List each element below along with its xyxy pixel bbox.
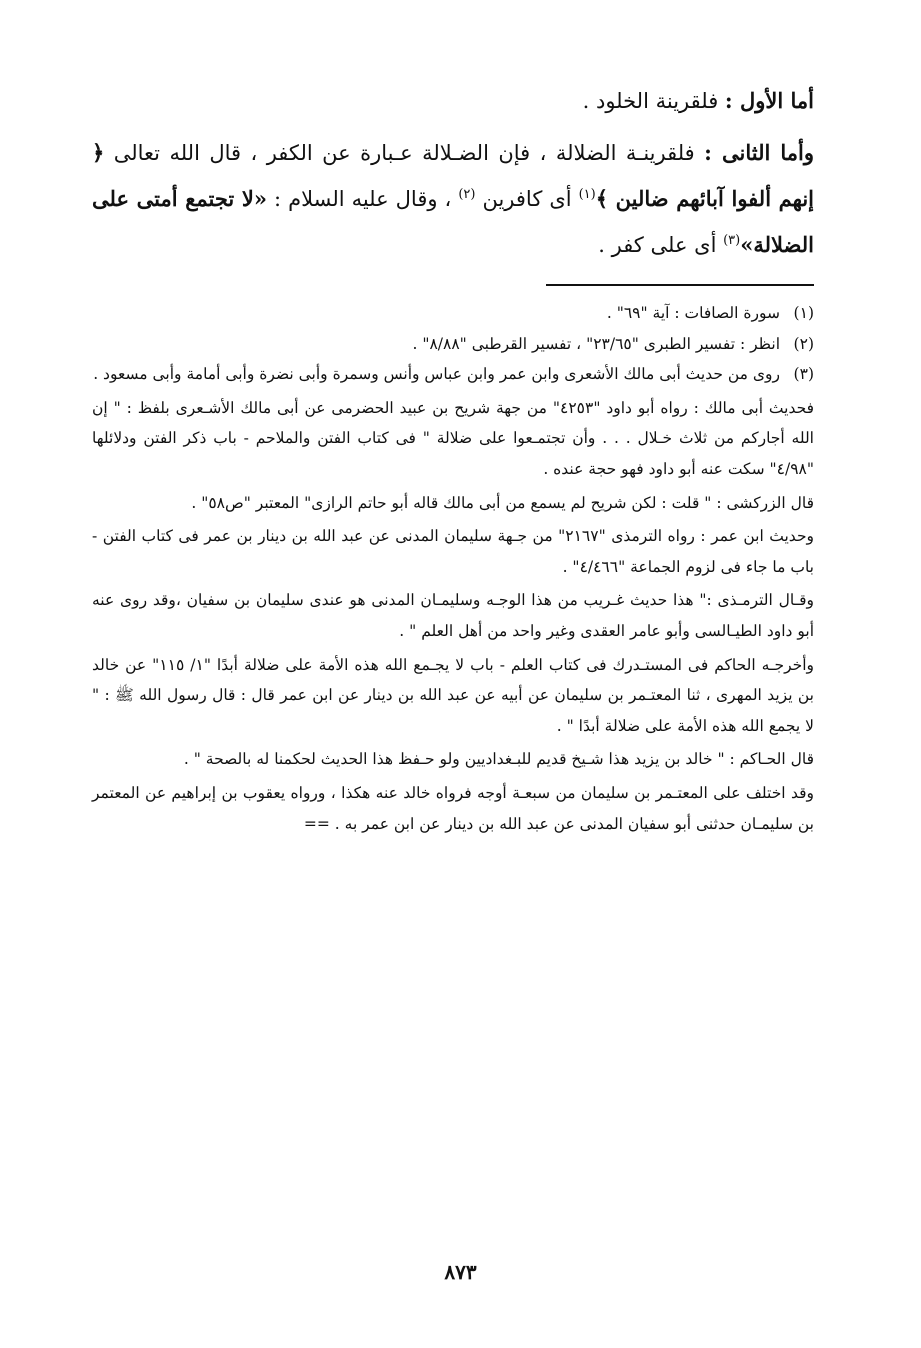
footnote-number: (١)	[793, 304, 814, 322]
paragraph-lead: أما الأول :	[724, 88, 814, 113]
footnote-ref: (٣)	[723, 233, 741, 248]
footnote	[92, 329, 814, 360]
footnote-separator	[546, 284, 814, 286]
footnote-paragraph: فحديث أبى مالك : رواه أبو داود "٤٢٥٣" من جهة شريح بن عبيد الحضرمى عن أبى مالك الأشـعرى بلفظ : " إن الله أجاركم من ثلاث خـلال . . . وأن تجتمـعوا على ضلالة " فى كتاب الفتن والملاحم - باب ذكر الفتن ودلائلها "٤/٩٨" سكت عنه أبو داود فهو حجة عنده .	[92, 398, 814, 478]
footnote-ref: (١)	[578, 187, 596, 202]
page-number: ٨٧٣	[444, 1260, 477, 1284]
paragraph-first	[92, 78, 814, 124]
paragraph-text: ، وقال عليه السلام :	[267, 187, 459, 211]
footnote-paragraph: قال الحـاكم : " خالد بن يزيد هذا شـيخ قديم للبـغداديين ولو حـفظ هذا الحديث لحكمنا له بالصحة " .	[183, 750, 814, 769]
footnote-text: سورة الصافات : آية "٦٩" .	[606, 304, 780, 322]
footnote-number: (٢)	[793, 334, 814, 353]
footnote-paragraph: وقـال الترمـذى :" هذا حديث غـريب من هذا الوجـه وسليمـان المدنى هو عندى سليمان بن سفيان ،وقد روى عنه أبو داود الطيـالسى وأبو عامر العقدى وغير واحد من أهل العلم " .	[92, 591, 814, 640]
hadith-quote: «لا تجتمع أمتى على الضلالة»	[92, 186, 814, 257]
paragraph-lead: وأما الثانى :	[704, 140, 814, 165]
paragraph-text: فلقرينـة الضلالة ، فإن الضـلالة عـبارة عن الكفر ، قال الله تعالى	[104, 141, 705, 165]
footnote-number: (٣)	[793, 365, 814, 384]
quran-verse: ﴿ إنهم ألفوا آبائهم ضالين ﴾	[92, 140, 815, 211]
paragraph-text: أى كافرين	[475, 187, 579, 211]
footnotes	[92, 298, 814, 839]
page-body	[92, 78, 814, 839]
main-text	[92, 78, 814, 268]
paragraph-text: أى على كفر .	[598, 233, 724, 257]
footnote-paragraph: وقد اختلف على المعتـمر بن سليمان من سبعـة أوجه فرواه خالد عنه هكذا ، ورواه يعقوب بن إبراهيم عن المعتمر بن سليمـان حدثنى أبو سفيان المدنى عن عبد الله بن دينار عن ابن عمر به . ==	[92, 783, 814, 833]
footnote-paragraph: قال الزركشى : " قلت : لكن شريح لم يسمع من أبى مالك قاله أبو حاتم الرازى" المعتبر "ص٥٨" .	[191, 493, 814, 512]
footnote-paragraph: وحديث ابن عمر : رواه الترمذى "٢١٦٧" من جـهة سليمان المدنى عن عبد الله بن دينار بن عمر فى كتاب الفتن - باب ما جاء فى لزوم الجماعة "٤/٤٦٦" .	[92, 527, 815, 576]
footnote-text: روى من حديث أبى مالك الأشعرى وابن عمر وابن عباس وأنس وسمرة وأبى نضرة وأبى أمامة وأبى مسعود .	[93, 365, 780, 384]
footnote-ref: (٢)	[458, 187, 476, 202]
paragraph-second	[92, 130, 814, 268]
footnote	[92, 359, 814, 390]
paragraph-text: فلقرينة الخلود .	[582, 89, 725, 113]
footnote-text: انظر : تفسير الطبرى "٢٣/٦٥" ، تفسير القرطبى "٨/٨٨" .	[412, 334, 780, 353]
footnote	[92, 298, 814, 329]
footnote-paragraph: وأخرجـه الحاكم فى المستـدرك فى كتاب العلم - باب لا يجـمع الله هذه الأمة على ضلالة أبدًا "١/ ١١٥" عن خالد بن يزيد المهرى ، ثنا المعتـمر بن سليمان عن أبيه عن عبد الله بن دينار عن ابن عمر قال : قال رسول الله ﷺ : " لا يجمع الله هذه الأمة على ضلالة أبدًا " .	[92, 655, 814, 735]
